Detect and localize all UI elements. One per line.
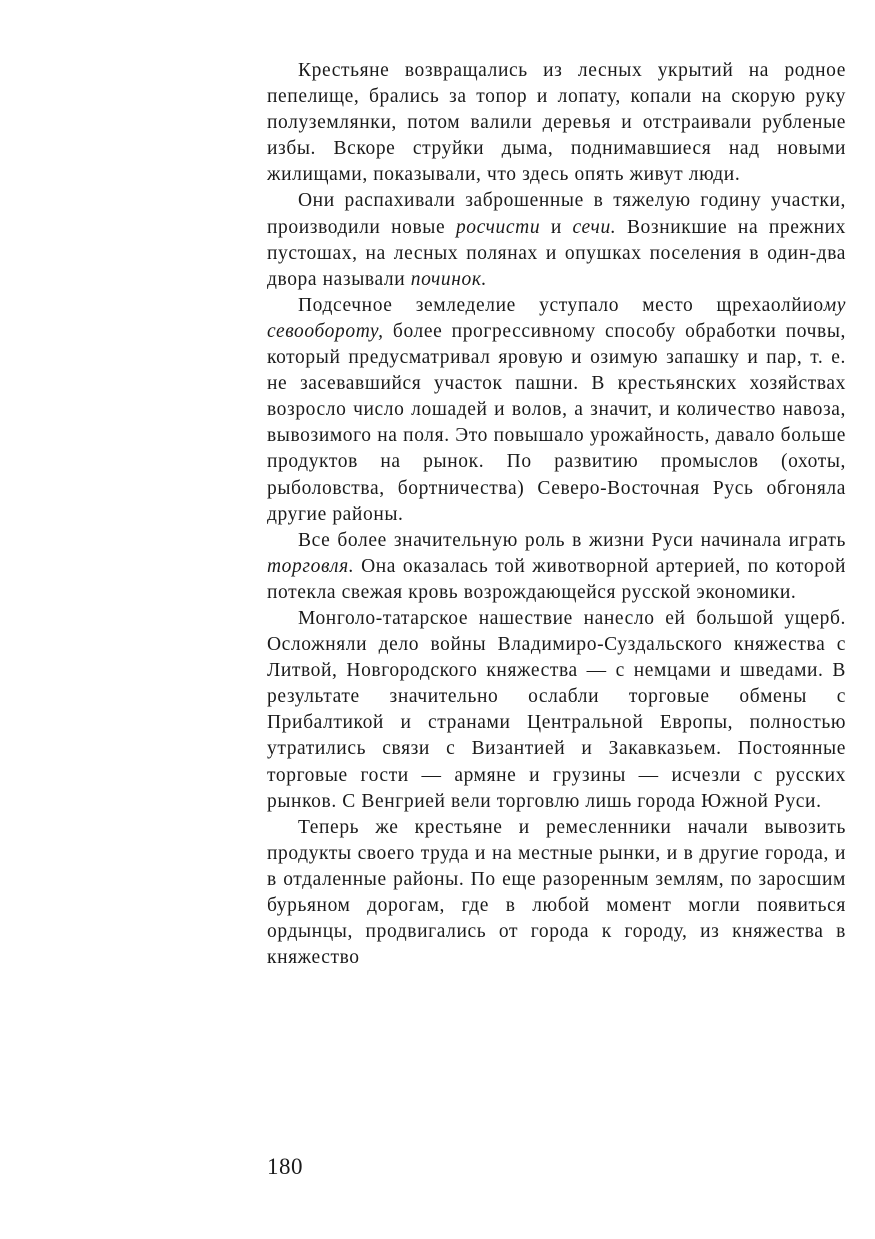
italic-term: росчисти (455, 216, 541, 238)
text-run: Она оказалась той животворной артерией, по которой потекла свежая кровь возрождающейся русской экономики. (267, 555, 846, 603)
text-run: Все более значительную роль в жизни Руси начинала играть (298, 529, 846, 551)
paragraph (267, 58, 846, 188)
italic-term: сечи. (572, 216, 617, 238)
page-number: 180 (267, 1154, 303, 1179)
text-run: более прогрессивному способу обработки почвы, который предусматривал яровую и озимую запашку и пар, т. е. не засевавшийся участок пашни. В крестьянских хозяйствах возросло число лошадей и волов, а значит, и количество навоза, вывозимого на поля. Это повышало урожайность, давало больше продуктов на рынок. По развитию промыслов (охоты, рыболовства, бортничества) Северо-Восточная Русь обгоняла другие районы. (267, 320, 846, 525)
text-run: Они распахивали заброшенные в тяжелую годину участки, производили новые (267, 190, 846, 238)
paragraph (267, 188, 846, 292)
text-run: Возникшие на прежних пустошах, на лесных полянах и опушках поселения в один-два двора называли (267, 216, 846, 290)
italic-term: торговля. (267, 555, 355, 577)
italic-term: му севообороту, (267, 294, 846, 342)
text-run: Монголо-татарское нашествие нанесло ей большой ущерб. Осложняли дело войны Владимиро-Суздальского княжества с Литвой, Новгородского княжества — с немцами и шведами. В результате значительно ослабли торговые обмены с Прибалтикой и странами Центральной Европы, полностью утратились связи с Византией и Закавказьем. Постоянные торговые гости — армяне и грузины — исчезли с русских рынков. С Венгрией вели торговлю лишь города Южной Руси. (267, 607, 846, 812)
italic-term: починок. (410, 268, 488, 290)
page-body (267, 58, 846, 971)
paragraph (267, 815, 846, 972)
paragraph (267, 606, 846, 815)
paragraph (267, 293, 846, 528)
text-run: Теперь же крестьяне и ремесленники начали вывозить продукты своего труда и на местные рынки, и в другие города, и в отдаленные районы. По еще разоренным землям, по заросшим бурьяном дорогам, где в любой момент могли появиться ордынцы, продвигались от города к городу, из княжества в княжество (267, 816, 846, 969)
text-run: Крестьяне возвращались из лесных укрытий на родное пепелище, брались за топор и лопату, копали на скорую руку полуземлянки, потом валили деревья и отстраивали рубленые избы. Вскоре струйки дыма, поднимавшиеся над новыми жилищами, показывали, что здесь опять живут люди. (267, 60, 846, 186)
text-run: Подсечное земледелие уступало место щрехаолйио (298, 294, 824, 316)
paragraph (267, 528, 846, 606)
text-run: и (540, 216, 573, 238)
